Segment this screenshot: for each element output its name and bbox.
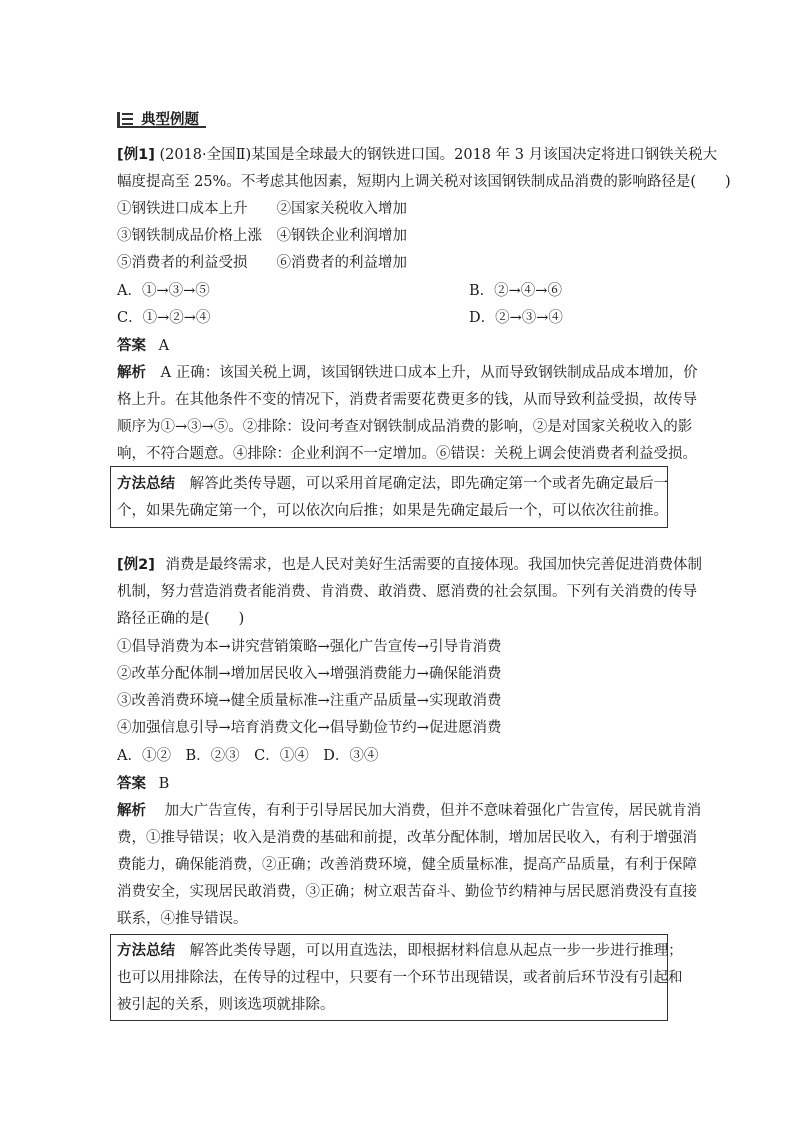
- option-c: C．①→②→④: [117, 310, 211, 326]
- example2-stem-line1: [例2] 消费是最终需求，也是人民对美好生活需要的直接体现。我国加快完善促进消费体制: [117, 557, 702, 573]
- example2-analysis-line: 联系，④推导错误。: [117, 911, 248, 927]
- option-a: A．①→③→⑤: [117, 283, 210, 299]
- example2-answer: [117, 775, 687, 793]
- example2-analysis-line: 费，①推导错误；收入是消费的基础和前提，改革分配体制，增加居民收入，有利于增强消: [117, 830, 697, 846]
- list-icon: [117, 112, 133, 126]
- example2-item-row: ③改善消费环境→健全质量标准→注重产品质量→实现敢消费: [117, 693, 502, 709]
- example2-stem-line: 机制，努力营造消费者能消费、肯消费、敢消费、愿消费的社会氛围。下列有关消费的传导: [117, 584, 697, 600]
- example2-options: A．①② B．②③ C．①④ D．③④: [117, 748, 379, 764]
- analysis-label: 解析: [117, 365, 146, 381]
- example1-item-row: ⑤消费者的利益受损 ⑥消费者的利益增加: [117, 255, 407, 271]
- example1-analysis-line: 格上升。在其他条件不变的情况下，消费者需要花费更多的钱，从而导致利益受损，故传导: [117, 392, 697, 408]
- summary-label: 方法总结: [117, 943, 175, 959]
- example2-tag: [例2]: [117, 557, 155, 573]
- example1-analysis-line1: 解析 A 正确：该国关税上调，该国钢铁进口成本上升，从而导致钢铁制成品成本增加，价: [117, 365, 698, 381]
- example2-item-row: ①倡导消费为本→讲究营销策略→强化广告宣传→引导肯消费: [117, 639, 502, 655]
- example1-analysis-line: 响，不符合题意。④排除：企业利润不一定增加。⑥错误：关税上调会使消费者利益受损。: [117, 446, 697, 462]
- example1-stem-line2: 幅度提高至 25%。不考虑其他因素，短期内上调关税对该国钢铁制成品消费的影响路径是( ): [117, 174, 731, 190]
- example2-summary-line1: 方法总结 解答此类传导题，可以用直选法，即根据材料信息从起点一步一步进行推理；: [117, 943, 683, 959]
- example2-analysis-line: 消费安全，实现居民敢消费，③正确；树立艰苦奋斗、勤俭节约精神与居民愿消费没有直接: [117, 884, 697, 900]
- section-underline: [117, 126, 206, 128]
- example1-answer: [117, 337, 687, 355]
- summary-label: 方法总结: [117, 476, 175, 492]
- example2-summary-line: 也可以用排除法，在传导的过程中，只要有一个环节出现错误，或者前后环节没有引起和: [117, 970, 683, 986]
- answer-label: 答案: [117, 776, 146, 792]
- analysis-label: 解析: [117, 803, 146, 819]
- option-b: B．②→④→⑥: [469, 283, 562, 299]
- example1-options-row1: [117, 282, 687, 300]
- option-d: D．②→③→④: [469, 310, 563, 326]
- example2-analysis-line: 费能力，确保能消费，②正确；改善消费环境，健全质量标准，提高产品质量，有利于保障: [117, 857, 697, 873]
- example1-analysis-line: 顺序为①→③→⑤。②排除：设问考查对钢铁制成品消费的影响，②是对国家关税收入的影: [117, 419, 693, 435]
- example2-item-row: ④加强信息引导→培育消费文化→倡导勤俭节约→促进愿消费: [117, 720, 502, 736]
- answer-value: A: [158, 338, 170, 354]
- example1-tag: [例1]: [117, 147, 155, 163]
- example1-options-row2: [117, 309, 687, 327]
- example1-item-row: ③钢铁制成品价格上涨 ④钢铁企业利润增加: [117, 228, 407, 244]
- example1-summary-line1: 方法总结 解答此类传导题，可以采用首尾确定法，即先确定第一个或者先确定最后一: [117, 476, 669, 492]
- example2-summary-line: 被引起的关系，则该选项就排除。: [117, 997, 335, 1013]
- example2-analysis-line1: 解析 加大广告宣传，有利于引导居民加大消费，但并不意味着强化广告宣传，居民就肯消: [117, 803, 702, 819]
- example1-summary-line2: 个，如果先确定第一个，可以依次向后推；如果是先确定最后一个，可以依次往前推。: [117, 503, 668, 519]
- answer-label: 答案: [117, 338, 146, 354]
- section-title: 典型例题: [141, 112, 199, 128]
- example1-item-row: ①钢铁进口成本上升 ②国家关税收入增加: [117, 201, 407, 217]
- example1-stem-line1: [例1] (2018·全国Ⅱ)某国是全球最大的钢铁进口国。2018 年 3 月该国决定将进口钢铁关税大: [117, 147, 718, 163]
- answer-value: B: [158, 776, 170, 792]
- example2-item-row: ②改革分配体制→增加居民收入→增强消费能力→确保能消费: [117, 666, 502, 682]
- example2-stem-line: 路径正确的是( ): [117, 611, 245, 627]
